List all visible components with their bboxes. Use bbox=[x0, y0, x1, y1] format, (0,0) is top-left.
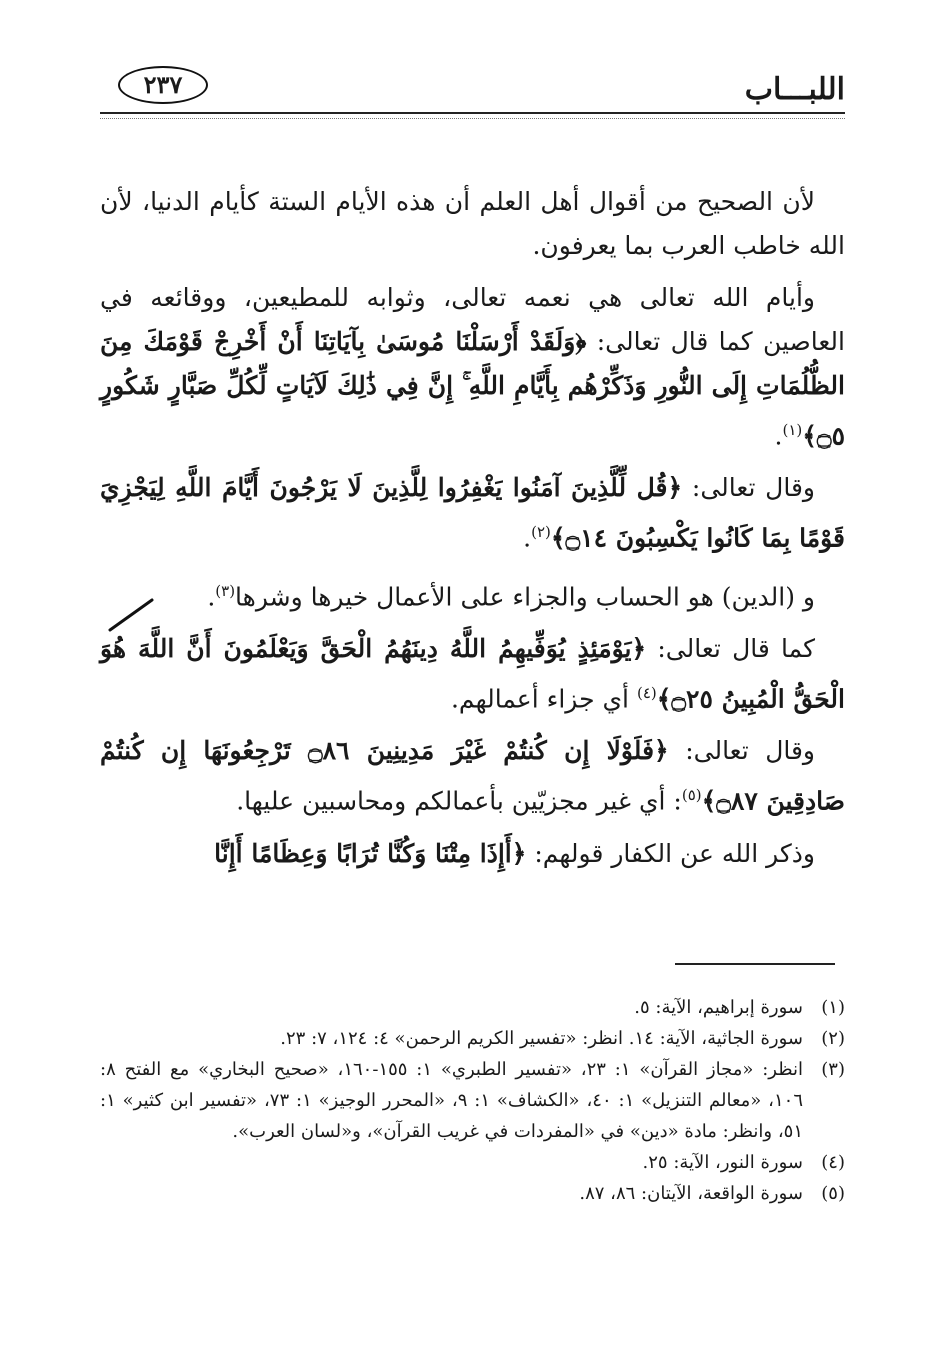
footnote-marker: (٢) bbox=[531, 523, 551, 542]
paragraph-text: و (الدين) هو الحساب والجزاء على الأعمال خيرها وشرها bbox=[235, 581, 815, 611]
footnote-text: سورة الجاثية، الآية: ١٤. انظر: «تفسير الكريم الرحمن» ٤: ١٢٤، ٧: ٢٣. bbox=[280, 1028, 803, 1049]
paragraph-text: وقال تعالى: bbox=[685, 736, 815, 766]
footnote-marker: (١) bbox=[782, 421, 803, 439]
paragraph-5 bbox=[100, 627, 845, 721]
footnote-marker: (٥) bbox=[681, 786, 702, 805]
paragraph-text: كما قال تعالى: bbox=[657, 633, 815, 663]
paragraph-text: أي جزاء أعمالهم. bbox=[450, 684, 629, 714]
paragraph-6 bbox=[100, 729, 845, 823]
footnotes bbox=[100, 992, 845, 1209]
footnote-item bbox=[100, 1054, 845, 1147]
footnote-marker: (٤) bbox=[636, 683, 657, 702]
footnote-number: (٤) bbox=[821, 1152, 845, 1173]
paragraph-text: وذكر الله عن الكفار قولهم: bbox=[534, 838, 815, 868]
paragraph-text: : أي غير مجزيّين بأعمالكم ومحاسبين عليها. bbox=[236, 786, 682, 816]
footnote-text: انظر: «مجاز القرآن» ١: ٢٣، «تفسير الطبري» ١: ١٥٥-١٦٠، «صحيح البخاري» مع الفتح ٨: ١٠٦، «معالم التنزيل» ١: ٤٠، «الكشاف» ١: ٩، «المحرر الوجيز» ١: ٧٣، «تفسير ابن كثير» ١: ٥١، وانظر: مادة «دين» في «المفردات في غريب القرآن»، و«لسان العرب». bbox=[100, 1059, 803, 1142]
quran-verse: ﴿وَلَقَدْ أَرْسَلْنَا مُوسَىٰ بِآيَاتِنَا أَنْ أَخْرِجْ قَوْمَكَ مِنَ الظُّلُمَاتِ إِلَى النُّورِ وَذَكِّرْهُم بِأَيَّامِ اللَّهِ ۚ إِنَّ فِي ذَٰلِكَ لَآيَاتٍ لِّكُلِّ صَبَّارٍ شَكُورٍ ۝٥﴾ bbox=[100, 327, 845, 451]
footnote-number: (٣) bbox=[821, 1059, 845, 1080]
footnote-text: سورة إبراهيم، الآية: ٥. bbox=[634, 997, 803, 1018]
paragraph-7 bbox=[100, 832, 845, 876]
footnote-item bbox=[100, 1023, 845, 1054]
footnote-item bbox=[100, 1147, 845, 1178]
footnote-item bbox=[100, 992, 845, 1023]
paragraph-2: وأيام الله تعالى هي نعمه تعالى، وثوابه للمطيعين، ووقائعه في العاصين كما قال تعالى: ﴿وَلَقَدْ أَرْسَلْنَا مُوسَىٰ بِآيَاتِنَا أَنْ أَخْرِجْ قَوْمَكَ مِنَ الظُّلُمَاتِ إِلَى النُّورِ وَذَكِّرْهُم بِأَيَّامِ اللَّهِ ۚ إِنَّ فِي ذَٰلِكَ لَآيَاتٍ لِّكُلِّ صَبَّارٍ شَكُورٍ ۝٥﴾$^{(١)}$. bbox=[100, 283, 846, 451]
footnote-number: (٥) bbox=[821, 1183, 845, 1204]
footnote-text: سورة النور، الآية: ٢٥. bbox=[642, 1152, 803, 1173]
header-rule bbox=[100, 112, 845, 114]
footnote-marker: (٣) bbox=[215, 581, 236, 600]
paragraph-text: لأن الصحيح من أقوال أهل العلم أن هذه الأيام الستة كأيام الدنيا، لأن الله خاطب العرب بما يعرفون. bbox=[100, 187, 845, 260]
paragraph-4: و (الدين) هو الحساب والجزاء على الأعمال خيرها وشرها$^{(٣)}$. bbox=[207, 581, 815, 611]
footnote-item bbox=[100, 1178, 845, 1209]
pen-stroke-mark bbox=[108, 596, 154, 636]
footnote-number: (٢) bbox=[821, 1028, 845, 1049]
quran-verse: ﴿فَلَوْلَا إِن كُنتُمْ غَيْرَ مَدِينِينَ ۝٨٦ تَرْجِعُونَهَا إِن كُنتُمْ صَادِقِينَ ۝٨٧﴾ bbox=[100, 736, 845, 816]
footnote-text: سورة الواقعة، الآيتان: ٨٦، ٨٧. bbox=[579, 1183, 803, 1204]
paragraph-text: وأيام الله تعالى هي نعمه تعالى، وثوابه للمطيعين، ووقائعه في العاصين كما قال تعالى: bbox=[100, 283, 846, 356]
book-title: اللبـــاب bbox=[744, 72, 845, 107]
quran-verse: ﴿أَإِذَا مِتْنَا وَكُنَّا تُرَابًا وَعِظَامًا أَإِنَّا bbox=[214, 838, 527, 868]
page-header bbox=[100, 58, 845, 108]
header-dotted-rule bbox=[100, 118, 845, 119]
footnote-number: (١) bbox=[821, 997, 845, 1018]
quran-verse: ﴿قُل لِّلَّذِينَ آمَنُوا يَغْفِرُوا لِلَّذِينَ لَا يَرْجُونَ أَيَّامَ اللَّهِ لِيَجْزِيَ قَوْمًا بِمَا كَانُوا يَكْسِبُونَ ۝١٤﴾ bbox=[100, 473, 845, 553]
footnote-rule bbox=[675, 963, 835, 965]
quran-verse: ﴿يَوْمَئِذٍ يُوَفِّيهِمُ اللَّهُ دِينَهُمُ الْحَقَّ وَيَعْلَمُونَ أَنَّ اللَّهَ هُوَ الْحَقُّ الْمُبِينُ ۝٢٥﴾ bbox=[100, 633, 845, 714]
main-text bbox=[100, 180, 845, 884]
paragraph-1 bbox=[100, 180, 845, 268]
paragraph-text: وقال تعالى: bbox=[691, 473, 815, 503]
paragraph-3: وقال تعالى: ﴿قُل لِّلَّذِينَ آمَنُوا يَغْفِرُوا لِلَّذِينَ لَا يَرْجُونَ أَيَّامَ اللَّهِ لِيَجْزِيَ قَوْمًا بِمَا كَانُوا يَكْسِبُونَ ۝١٤﴾$^{(٢)}$. bbox=[100, 473, 845, 553]
page-number: ٢٣٧ bbox=[118, 66, 208, 104]
